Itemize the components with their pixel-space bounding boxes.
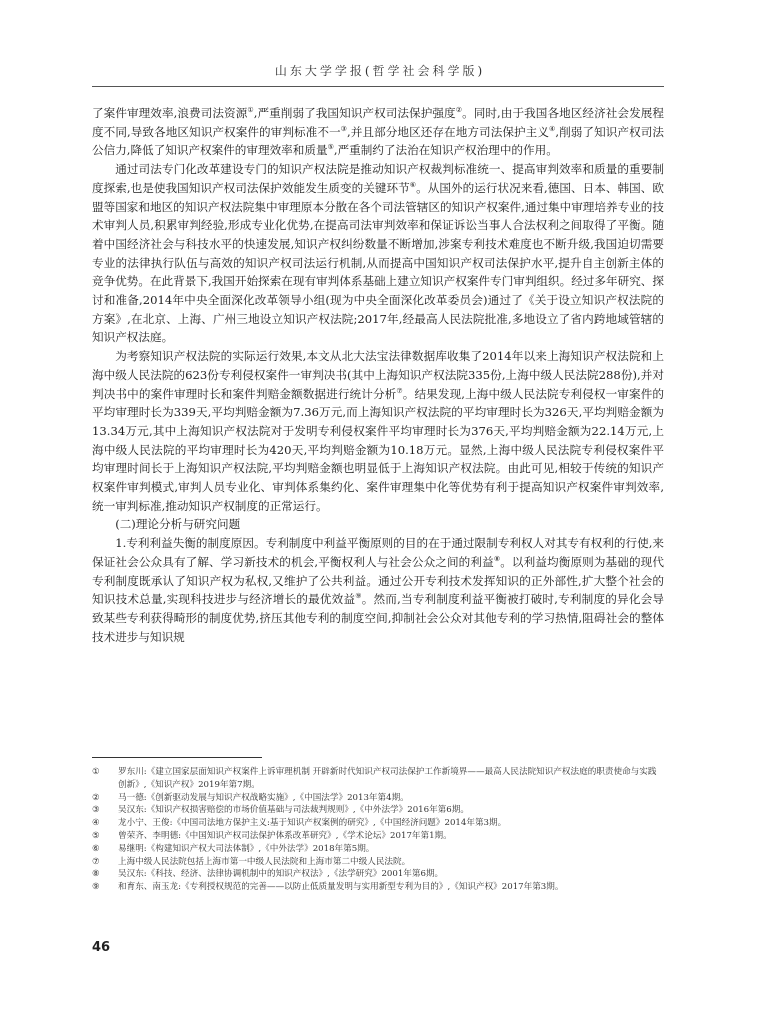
footnote-marker: ③ <box>340 124 347 133</box>
footnote-text: 上海中级人民法院包括上海市第一中级人民法院和上海市第二中级人民法院。 <box>118 856 411 867</box>
footnote <box>92 881 664 894</box>
text-run: 。从国外的运行状况来看,德国、日本、韩国、欧盟等国家和地区的知识产权法院集中审理原本分散在各个司法管辖区的知识产权案件,通过集中审理培养专业的技术审判人员,积累审判经验,形成专业化优势,在提高司法审判效率和保证诉讼当事人合法权利之间取得了平衡。随着中国经济社会与科技水平的快速发展,知识产权纠纷数量不断增加,涉案专利技术难度也不断升级,我国迫切需要专业的法律执行队伍与高效的知识产权司法运行机制,从而提高中国知识产权司法保护水平,提升自主创新主体的竞争优势。在此背景下,我国开始探索在现有审判体系基础上建立知识产权案件专门审判组织。经过多年研究、探讨和准备,2014年中央全面深化改革领导小组(现为中央全面深化改革委员会)通过了《关于设立知识产权法院的方案》,在北京、上海、广州三地设立知识产权法院;2017年,经最高人民法院批准,多地设立了省内跨地域管辖的知识产权法庭。 <box>92 180 665 345</box>
text-run: 。同时,由于我国各地区经济社会发展程度不同,导致各地区知识产权案件的审判标准不一 <box>92 106 664 139</box>
running-header: 山东大学学报(哲学社会科学版) <box>274 64 486 78</box>
footnote <box>92 843 664 856</box>
footnote-marker: ② <box>455 106 463 115</box>
footnote-marker: ⑨ <box>355 592 362 601</box>
footnote-text: 吴汉东:《科技、经济、法律协调机制中的知识产权法》,《法学研究》2001年第6期。 <box>118 869 444 880</box>
footnote-number: ⑤ <box>92 830 100 841</box>
text-run: ,严重制约了法治在知识产权治理中的作用。 <box>333 143 558 158</box>
text-run: 通过司法专门化改革建设专门的知识产权法院是推动知识产权裁判标准统一、提高审判效率和质量的重要制度探索,也是使我国知识产权司法保护效能发生质变的关键环节 <box>92 162 664 195</box>
text-run: ,削弱了知识产权司法公信力,降低了知识产权案件的审理效率和质量 <box>92 124 665 158</box>
footnote <box>92 817 664 830</box>
paragraph-2 <box>92 160 664 347</box>
footnote-number: ⑨ <box>92 882 100 893</box>
footnote <box>92 792 664 805</box>
page-number: 46 <box>92 940 111 955</box>
text-run: 。结果发现,上海中级人民法院专利侵权一审案件的平均审理时长为339天,平均判赔金额为7.36万元,而上海知识产权法院的平均审理时长为326天,平均判赔金额为13.34万元,其中上海知识产权法院对于发明专利侵权案件平均审理时长为376天,平均判赔金额为22.14万元,上海中级人民法院的平均审理时长为420天,平均判赔金额为10.18万元。显然,上海中级人民法院专利侵权案件平均审理时间长于上海知识产权法院,平均判赔金额也明显低于上海知识产权法院。由此可见,相较于传统的知识产权案件审判模式,审判人员专业化、审判体系集约化、案件审理集中化等优势有利于提高知识产权案件审判效率,统一审判标准,推动知识产权制度的正常运行。 <box>92 386 664 513</box>
paragraph-3 <box>92 347 664 515</box>
footnote <box>92 804 664 817</box>
footnote <box>92 830 664 843</box>
footnote-number: ⑦ <box>92 856 100 867</box>
footnote-text: 龙小宁、王俊:《中国司法地方保护主义:基于知识产权案例的研究》,《中国经济问题》2014年第3期。 <box>118 818 507 829</box>
footnote-number: ⑧ <box>92 869 100 880</box>
footnote-marker: ⑤ <box>327 143 334 152</box>
header-rule <box>92 86 664 87</box>
footnote-marker: ⑦ <box>396 386 403 395</box>
text-run: ,并且部分地区还存在地方司法保护主义 <box>347 124 550 139</box>
footnote-marker: ① <box>247 106 254 115</box>
text-run: 。然而,当专利制度利益平衡被打破时,专利制度的异化会导致某些专利获得畸形的制度优势,挤压其他专利的制度空间,抑制社会公众对其他专利的学习热情,阻碍社会的整体技术进步与知识规 <box>92 592 665 644</box>
footnote-number: ① <box>92 767 100 777</box>
footnote-marker: ④ <box>549 124 556 133</box>
paragraph-4 <box>92 534 664 646</box>
section-heading: (二)理论分析与研究问题 <box>115 517 241 532</box>
footnote <box>92 868 664 881</box>
footnote-number: ③ <box>92 805 100 816</box>
text-run: 为考察知识产权法院的实际运行效果,本文从北大法宝法律数据库收集了2014年以来上海知识产权法院和上海中级人民法院的623份专利侵权案件一审判决书(其中上海知识产权法院335份,上海中级人民法院288份),并对判决书中的案件审理时长和案件判赔金额数据进行统计分析 <box>92 349 664 401</box>
footnote-number: ④ <box>92 818 100 829</box>
body-text <box>92 104 664 646</box>
footnote-text: 罗东川:《建立国家层面知识产权案件上诉审理机制 开辟新时代知识产权司法保护工作新境界——最高人民法院知识产权法庭的职责使命与实践创新》,《知识产权》2019年第7期。 <box>118 767 657 790</box>
footnote-text: 马一德:《创新驱动发展与知识产权战略实施》,《中国法学》2013年第4期。 <box>118 792 409 803</box>
paragraph-1 <box>92 104 664 160</box>
text-run: 。以利益均衡原则为基础的现代专利制度既承认了知识产权为私权,又维护了公共利益。通过公开专利技术发挥知识的正外部性,扩大整个社会的知识技术总量,实现科技进步与经济增长的最优效益 <box>92 554 664 607</box>
footnote <box>92 766 664 792</box>
text-run: ,严重削弱了我国知识产权司法保护强度 <box>253 106 456 120</box>
text-run: 了案件审理效率,浪费司法资源 <box>92 106 248 120</box>
footnote-marker: ⑥ <box>409 180 417 189</box>
footnotes <box>92 766 664 894</box>
footnote-marker: ⑧ <box>493 555 501 564</box>
footnote-text: 和育东、南玉龙:《专利授权规范的完善——以防止低质量发明与实用新型专利为目的》,《知识产权》2017年第3期。 <box>118 882 564 893</box>
footnote-text: 曾荣齐、李明德:《中国知识产权司法保护体系改革研究》,《学术论坛》2017年第1期。 <box>118 830 452 841</box>
footnote-number: ② <box>92 792 100 803</box>
footnote-number: ⑥ <box>92 843 100 854</box>
footnote-rule <box>92 757 262 758</box>
footnote <box>92 856 664 869</box>
footnote-text: 吴汉东:《知识产权损害赔偿的市场价值基础与司法裁判规则》,《中外法学》2016年第6期。 <box>118 805 469 816</box>
text-run: 1.专利利益失衡的制度原因。专利制度中利益平衡原则的目的在于通过限制专利权人对其专有权利的行使,来保证社会公众具有了解、学习新技术的机会,平衡权利人与社会公众之间的利益 <box>92 536 664 569</box>
footnote-text: 易继明:《构建知识产权大司法体制》,《中外法学》2018年第5期。 <box>118 843 375 854</box>
